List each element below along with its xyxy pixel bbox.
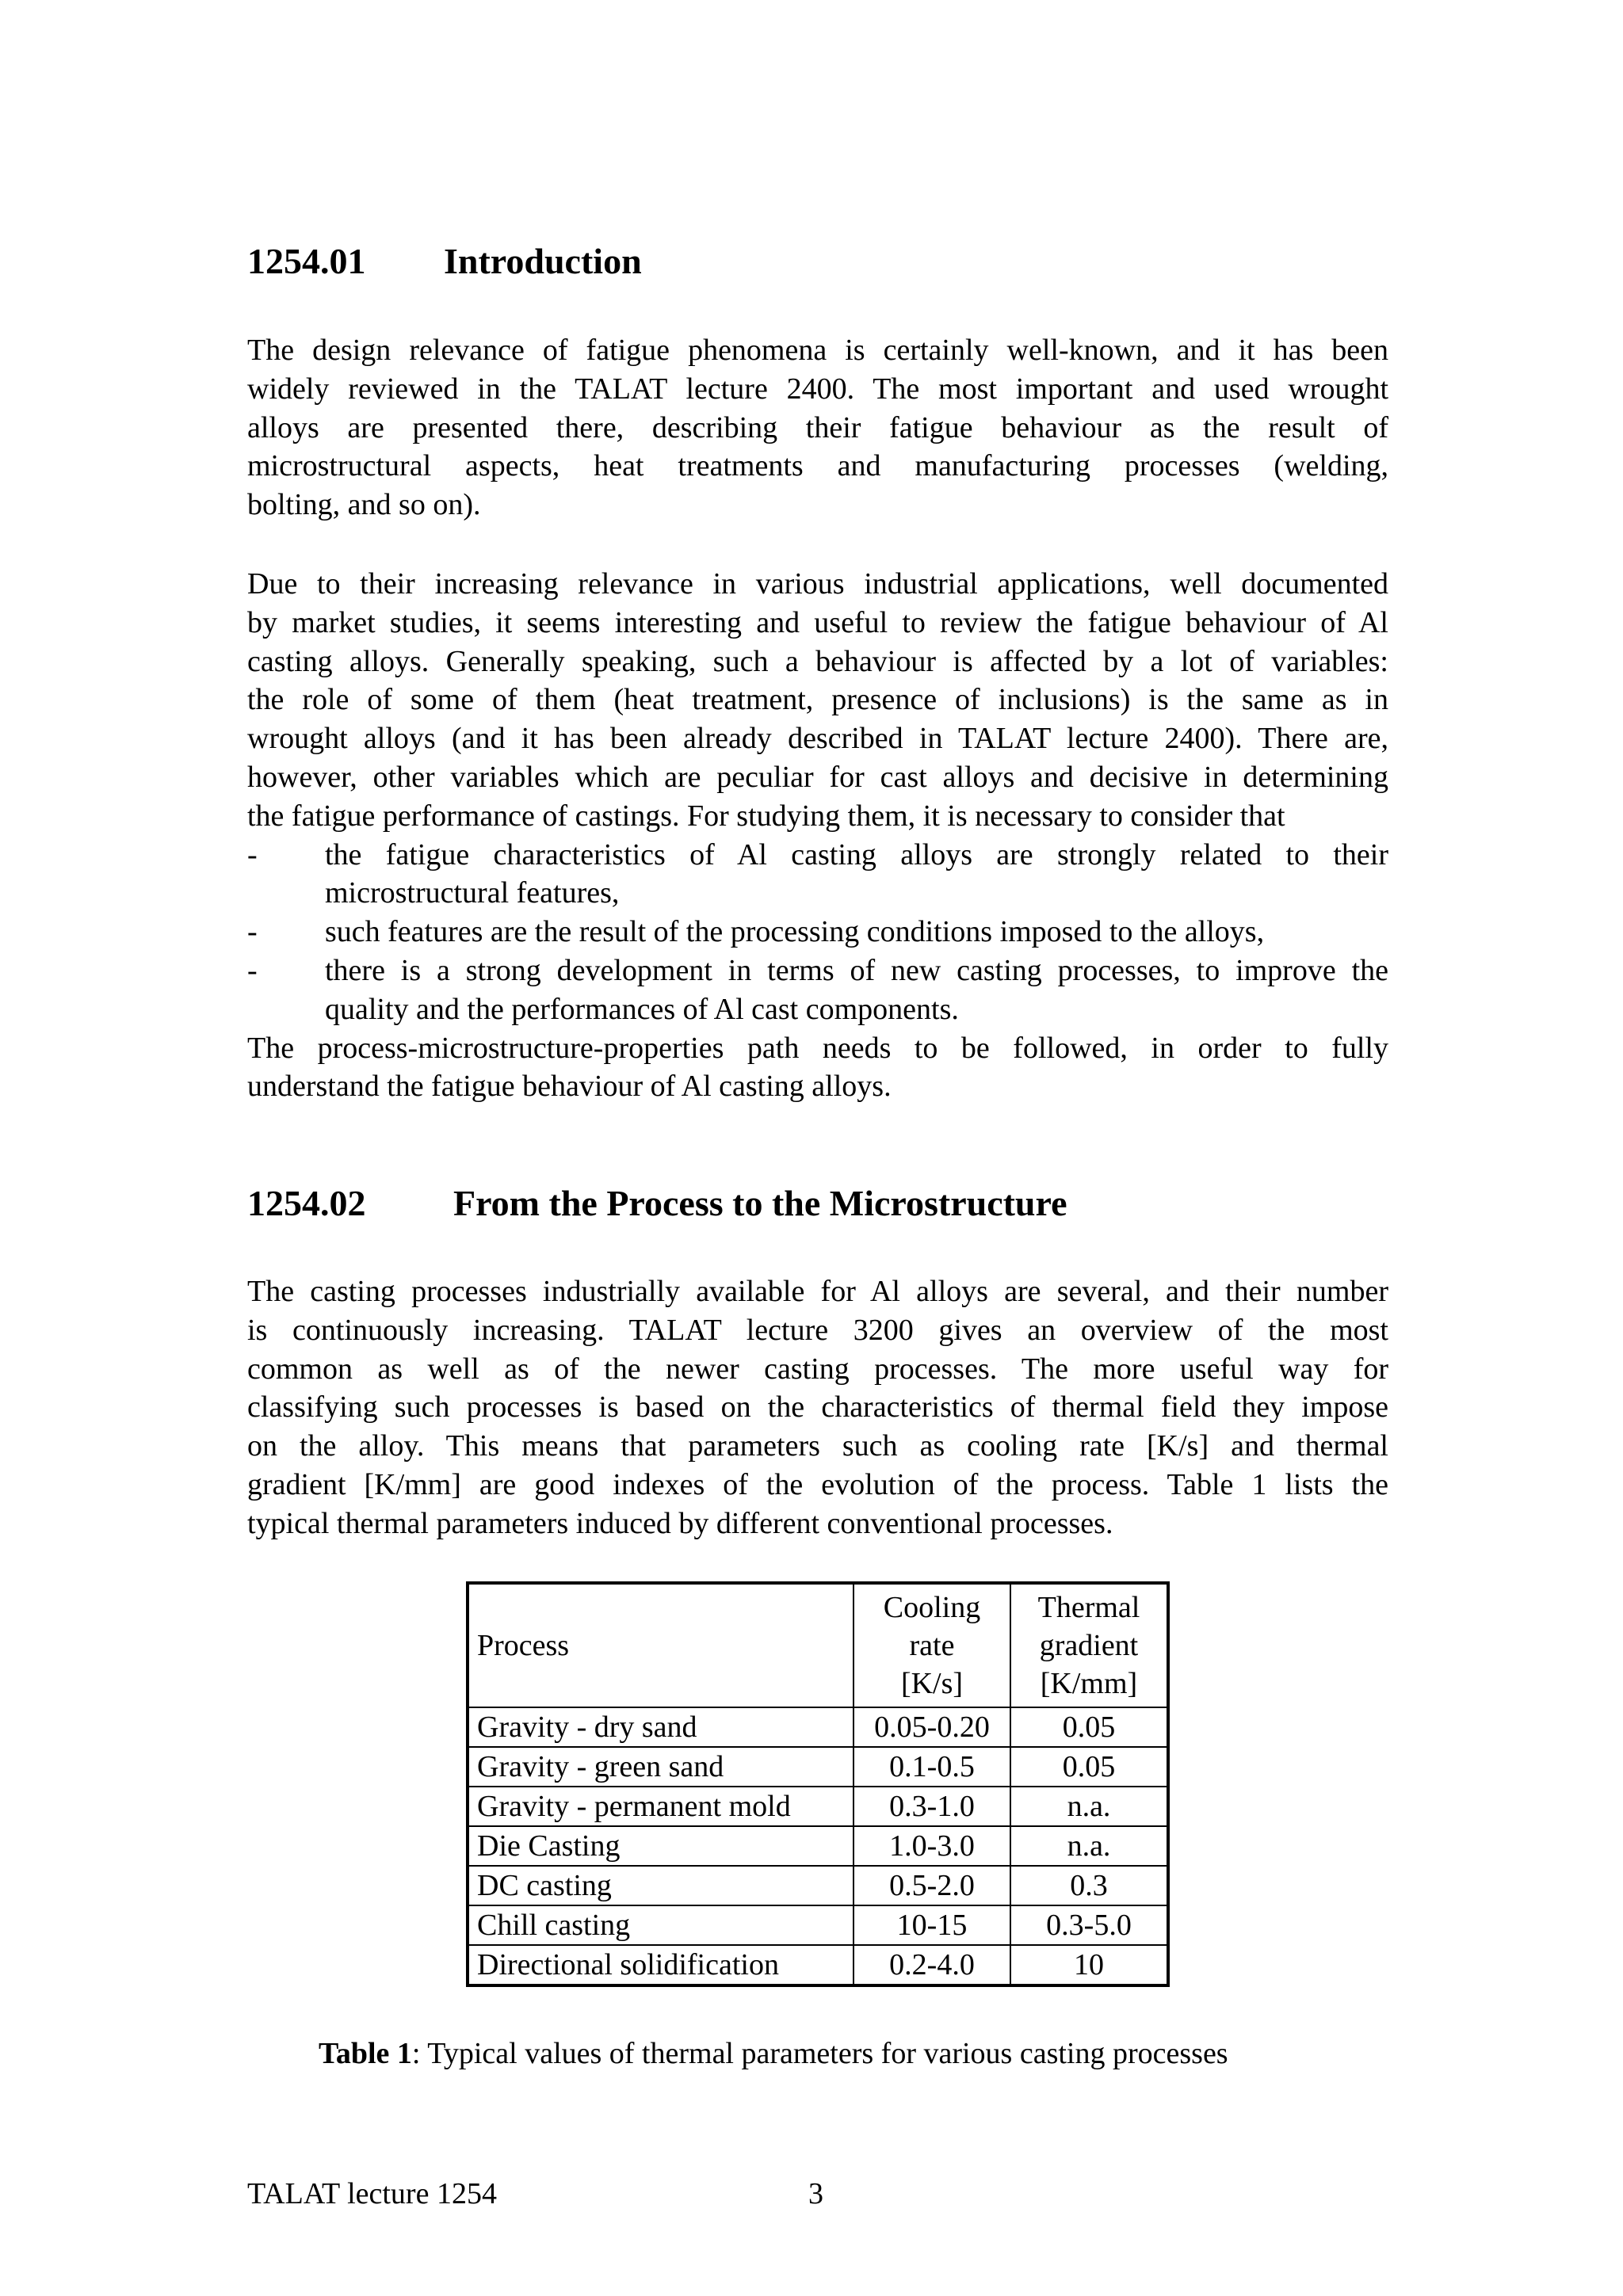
cell-process: Gravity - green sand xyxy=(468,1747,854,1787)
text-line: however, other variables which are peculiar for cast alloys and decisive in determining xyxy=(247,760,1388,794)
paragraph-intro-1 xyxy=(247,331,1388,524)
text-line: common as well as of the newer casting processes. The more useful way for xyxy=(247,1352,1388,1386)
text-line: The process-microstructure-properties path needs to be followed, in order to fully xyxy=(247,1031,1388,1065)
cell-cooling-rate: 0.2-4.0 xyxy=(854,1945,1010,1985)
footer-lecture-title: TALAT lecture 1254 xyxy=(247,2177,497,2210)
cell-thermal-gradient: n.a. xyxy=(1010,1787,1168,1826)
section-heading-process xyxy=(247,1181,1067,1226)
text-line: casting alloys. Generally speaking, such a behaviour is affected by a lot of variables: xyxy=(247,644,1388,678)
bullet-item xyxy=(247,836,1388,875)
cell-process: Die Casting xyxy=(468,1826,854,1866)
cell-cooling-rate: 0.05-0.20 xyxy=(854,1707,1010,1747)
text-line: on the alloy. This means that parameters such as cooling rate [K/s] and thermal xyxy=(247,1429,1388,1463)
cell-process: Chill casting xyxy=(468,1905,854,1945)
section-heading-introduction xyxy=(247,239,642,284)
header-line: [K/s] xyxy=(900,1667,964,1700)
table-header-row xyxy=(468,1583,1168,1707)
text-line: microstructural aspects, heat treatments and manufacturing processes (welding, xyxy=(247,449,1388,483)
text-line: The casting processes industrially available for Al alloys are several, and their number xyxy=(247,1275,1388,1308)
bullet-item-continuation xyxy=(247,874,1388,913)
caption-label: Table 1 xyxy=(319,2037,412,2070)
cell-thermal-gradient: n.a. xyxy=(1010,1826,1168,1866)
table-row xyxy=(468,1905,1168,1945)
text-line: the role of some of them (heat treatment, presence of inclusions) is the same as in xyxy=(247,683,1388,717)
text-line: gradient [K/mm] are good indexes of the evolution of the process. Table 1 lists the xyxy=(247,1467,1388,1501)
text-line: alloys are presented there, describing their fatigue behaviour as the result of xyxy=(247,410,1388,444)
paragraph-intro-2 xyxy=(247,565,1388,1106)
cell-cooling-rate: 0.5-2.0 xyxy=(854,1866,1010,1905)
bullet-item xyxy=(247,913,1388,952)
text-line: the fatigue performance of castings. For studying them, it is necessary to consider that xyxy=(247,799,1285,833)
bullet-item xyxy=(247,952,1388,990)
text-line: understand the fatigue behaviour of Al casting alloys. xyxy=(247,1070,892,1104)
section-title: From the Process to the Microstructure xyxy=(453,1183,1067,1223)
caption-text: : Typical values of thermal parameters for various casting processes xyxy=(411,2037,1228,2070)
cell-cooling-rate: 0.3-1.0 xyxy=(854,1787,1010,1826)
bullet-text: quality and the performances of Al cast components. xyxy=(325,992,959,1026)
header-line: rate xyxy=(909,1629,955,1662)
table-caption xyxy=(319,2035,1228,2073)
cell-cooling-rate: 1.0-3.0 xyxy=(854,1826,1010,1866)
section-number: 1254.02 xyxy=(247,1183,366,1223)
text-line: classifying such processes is based on the characteristics of thermal field they impose xyxy=(247,1390,1388,1425)
text-line: bolting, and so on). xyxy=(247,488,481,522)
cell-thermal-gradient: 10 xyxy=(1010,1945,1168,1985)
section-number: 1254.01 xyxy=(247,241,366,281)
cell-cooling-rate: 10-15 xyxy=(854,1905,1010,1945)
text-line: is continuously increasing. TALAT lecture 3200 gives an overview of the most xyxy=(247,1313,1388,1347)
header-line: [K/mm] xyxy=(1040,1667,1138,1700)
table-row xyxy=(468,1826,1168,1866)
table-row xyxy=(468,1787,1168,1826)
cell-thermal-gradient: 0.05 xyxy=(1010,1707,1168,1747)
text-line: typical thermal parameters induced by different conventional processes. xyxy=(247,1506,1113,1540)
bullet-dash: - xyxy=(247,837,258,871)
page-number: 3 xyxy=(808,2177,823,2210)
cell-process: Gravity - dry sand xyxy=(468,1707,854,1747)
text-line: widely reviewed in the TALAT lecture 2400. The most important and used wrought xyxy=(247,372,1388,406)
section-title: Introduction xyxy=(444,241,642,281)
table-row xyxy=(468,1945,1168,1985)
bullet-dash: - xyxy=(247,915,258,949)
header-line: Cooling xyxy=(883,1591,981,1624)
bullet-text: microstructural features, xyxy=(325,876,620,910)
table-row xyxy=(468,1866,1168,1905)
cell-thermal-gradient: 0.3 xyxy=(1010,1866,1168,1905)
bullet-item-continuation xyxy=(247,990,1388,1029)
header-line: gradient xyxy=(1039,1629,1139,1662)
thermal-parameters-table xyxy=(466,1581,1170,1987)
text-line: wrought alloys (and it has been already described in TALAT lecture 2400). There are, xyxy=(247,722,1388,756)
text-line: The design relevance of fatigue phenomena is certainly well-known, and it has been xyxy=(247,334,1388,367)
bullet-text: such features are the result of the processing conditions imposed to the alloys, xyxy=(325,915,1265,949)
text-line: by market studies, it seems interesting and useful to review the fatigue behaviour of Al xyxy=(247,605,1388,639)
cell-thermal-gradient: 0.3-5.0 xyxy=(1010,1905,1168,1945)
column-header-process: Process xyxy=(468,1583,854,1707)
column-header-thermal-gradient xyxy=(1010,1583,1168,1707)
bullet-dash: - xyxy=(247,953,258,987)
header-line: Thermal xyxy=(1037,1591,1140,1624)
table-row xyxy=(468,1747,1168,1787)
column-header-cooling-rate xyxy=(854,1583,1010,1707)
paragraph-process-1 xyxy=(247,1272,1388,1543)
bullet-text: the fatigue characteristics of Al casting alloys are strongly related to their xyxy=(325,837,1388,871)
bullet-text: there is a strong development in terms of new casting processes, to improve the xyxy=(325,953,1388,987)
cell-process: Gravity - permanent mold xyxy=(468,1787,854,1826)
cell-cooling-rate: 0.1-0.5 xyxy=(854,1747,1010,1787)
cell-process: Directional solidification xyxy=(468,1945,854,1985)
text-line: Due to their increasing relevance in various industrial applications, well documented xyxy=(247,567,1388,601)
table-row xyxy=(468,1707,1168,1747)
cell-thermal-gradient: 0.05 xyxy=(1010,1747,1168,1787)
cell-process: DC casting xyxy=(468,1866,854,1905)
